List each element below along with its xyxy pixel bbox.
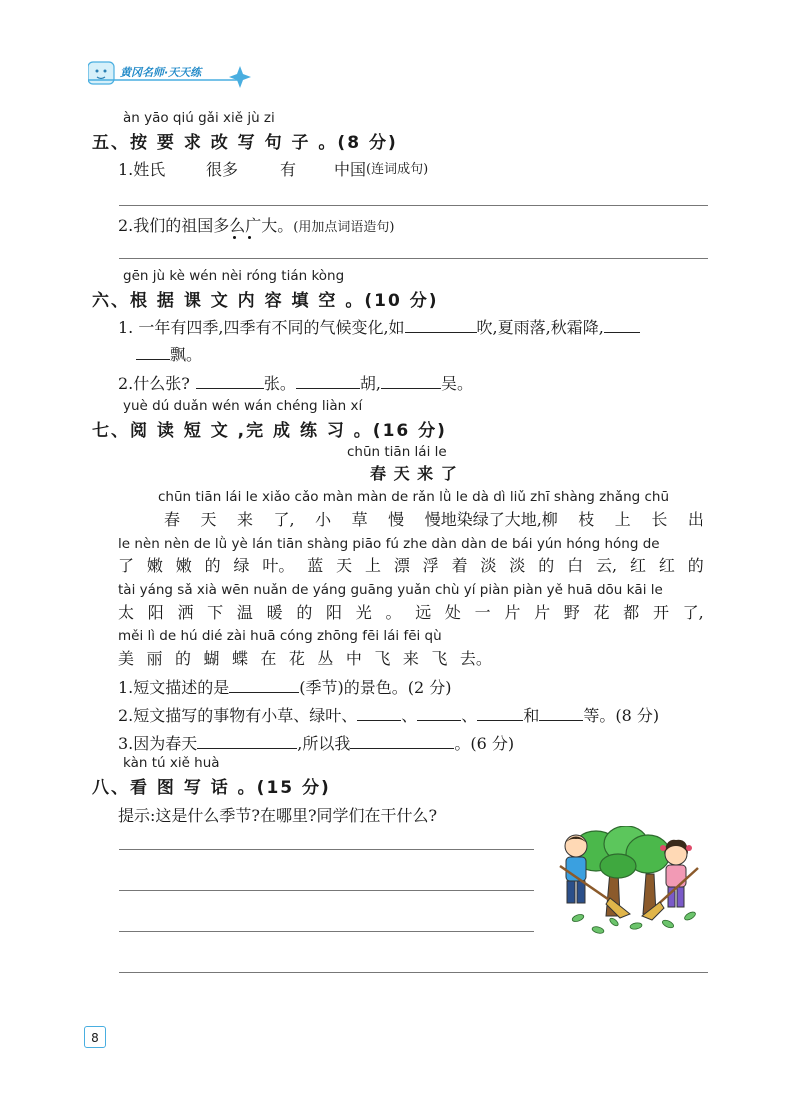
ch: 淡 <box>509 556 526 575</box>
illustration-children-sweeping <box>548 826 708 938</box>
fill-blank[interactable] <box>197 732 297 749</box>
emphasis-dot <box>248 236 251 239</box>
ch: 在 <box>260 649 277 668</box>
fill-blank[interactable] <box>604 316 640 333</box>
ch: 远 <box>415 603 432 622</box>
ch: 蓝 <box>307 556 324 575</box>
ch: 漂 <box>393 556 410 575</box>
ch: 天 <box>200 510 217 529</box>
word-1: 姓氏 <box>133 160 166 179</box>
word-2: 很多 <box>206 160 239 179</box>
ch: 的 <box>204 556 221 575</box>
q2-text: 2.我们的祖国多么广大。 <box>118 216 294 235</box>
ch: 枝 <box>578 510 595 529</box>
ch: 春 <box>164 510 181 529</box>
writing-line[interactable] <box>119 849 534 850</box>
ch: 阳 <box>326 603 343 622</box>
ch: 白 <box>567 556 584 575</box>
q2-text-a: 2.短文描写的事物有小草、绿叶、 <box>118 706 358 725</box>
ch: 下 <box>207 603 224 622</box>
section5-title: 五、按 要 求 改 写 句 子 。(8 分) <box>92 133 398 153</box>
ch: 。 <box>385 603 402 622</box>
ch: 红 <box>629 556 646 575</box>
ch: 红 <box>658 556 675 575</box>
ch: 上 <box>614 510 631 529</box>
ch: 慢地染绿了大地,柳 <box>424 510 558 529</box>
q2-text-b: 张。 <box>263 374 296 393</box>
ch: 长 <box>651 510 668 529</box>
q3-text-c: 。(6 分) <box>454 734 515 753</box>
fill-blank[interactable] <box>381 372 441 389</box>
ch: 小 <box>315 510 332 529</box>
section6-q2 <box>118 371 473 394</box>
fill-blank[interactable] <box>296 372 360 389</box>
ch: 了, <box>682 603 704 622</box>
ch: 都 <box>623 603 640 622</box>
fill-blank[interactable] <box>229 676 299 693</box>
section6-q1-line1 <box>118 315 640 338</box>
ch: 花 <box>593 603 610 622</box>
passage-line-4 <box>118 646 492 669</box>
ch: 片 <box>504 603 521 622</box>
q2-sep: 、 <box>461 706 478 725</box>
writing-line[interactable] <box>119 972 708 973</box>
fill-blank[interactable] <box>136 343 170 360</box>
page-number-box <box>84 1026 106 1048</box>
ch: 出 <box>687 510 704 529</box>
ch: 草 <box>351 510 368 529</box>
ch: 云, <box>596 556 618 575</box>
ch: 叶。 <box>262 556 295 575</box>
answer-line[interactable] <box>119 205 708 206</box>
ch: 丽 <box>146 649 163 668</box>
section8-hint: 提示:这是什么季节?在哪里?同学们在干什么? <box>118 806 438 825</box>
word-4: 中国 <box>334 160 367 179</box>
q3-text-b: ,所以我 <box>297 734 351 753</box>
ch: 的 <box>296 603 313 622</box>
ch: 慢 <box>388 510 405 529</box>
q1-text-a: 1. 一年有四季,四季有不同的气候变化,如 <box>118 318 405 337</box>
ch: 嫩 <box>175 556 192 575</box>
section7-q3 <box>118 731 514 754</box>
writing-line[interactable] <box>119 890 534 891</box>
ch: 蝴 <box>203 649 220 668</box>
ch: 着 <box>451 556 468 575</box>
ch: 了, <box>273 510 295 529</box>
q1-text-c: 飘。 <box>170 345 203 364</box>
ch: 天 <box>336 556 353 575</box>
ch: 一 <box>474 603 491 622</box>
ch: 嫩 <box>146 556 163 575</box>
section7-title: 七、阅 读 短 文 ,完 成 练 习 。(16 分) <box>92 421 447 441</box>
ch: 洒 <box>177 603 194 622</box>
passage-pinyin-3: tài yáng sǎ xià wēn nuǎn de yáng guāng yuǎn chù yí piàn piàn yě huā dōu kāi le <box>118 582 663 598</box>
ch: 花 <box>288 649 305 668</box>
section6-q1-line2 <box>136 342 202 365</box>
ch: 太 <box>118 603 135 622</box>
answer-line[interactable] <box>119 258 708 259</box>
ch: 飞 <box>374 649 391 668</box>
ch: 上 <box>365 556 382 575</box>
star-icon <box>229 66 251 88</box>
ch: 来 <box>402 649 419 668</box>
ch: 的 <box>174 649 191 668</box>
ch: 绿 <box>233 556 250 575</box>
ch: 浮 <box>422 556 439 575</box>
fill-blank[interactable] <box>477 704 523 721</box>
q1-hint: (连词成句) <box>366 162 429 177</box>
logo-text: 黄冈名师·天天练 <box>120 66 202 79</box>
tree-icon <box>572 826 670 916</box>
ch: 去。 <box>459 649 492 668</box>
q2-text-a: 2.什么张? <box>118 374 190 393</box>
page-number: 8 <box>91 1031 99 1045</box>
q1-text-b: (季节)的景色。(2 分) <box>299 678 452 697</box>
q1-text-b: 吹,夏雨落,秋霜降, <box>476 318 604 337</box>
ch: 光 <box>355 603 372 622</box>
ch: 了 <box>118 556 135 575</box>
q2-sep: 、 <box>401 706 418 725</box>
section6-pinyin: gēn jù kè wén nèi róng tián kòng <box>123 268 345 284</box>
fill-blank[interactable] <box>357 704 401 721</box>
passage-line-2 <box>118 553 704 576</box>
q3-text-a: 3.因为春天 <box>118 734 198 753</box>
ch: 丛 <box>317 649 334 668</box>
passage-pinyin-4: měi lì de hú dié zài huā cóng zhōng fēi lái fēi qù <box>118 628 442 644</box>
emphasis-dot <box>233 236 236 239</box>
passage-pinyin-1: chūn tiān lái le xiǎo cǎo màn màn de rǎn lǜ le dà dì liǔ zhī shàng zhǎng chū <box>158 489 670 505</box>
section5-pinyin: àn yāo qiú gǎi xiě jù zi <box>123 110 275 126</box>
passage-line-1 <box>118 507 704 530</box>
ch: 片 <box>534 603 551 622</box>
ch: 美 <box>118 649 135 668</box>
q1-prefix: 1. <box>118 160 134 179</box>
ch: 来 <box>237 510 254 529</box>
q2-hint: (用加点词语造句) <box>293 220 395 235</box>
q2-end: 等。(8 分) <box>583 706 660 725</box>
q2-and: 和 <box>523 706 540 725</box>
q1-text-a: 1.短文描述的是 <box>118 678 230 697</box>
section8-title: 八、看 图 写 话 。(15 分) <box>92 778 331 798</box>
section8-pinyin: kàn tú xiě huà <box>123 755 220 771</box>
ch: 中 <box>345 649 362 668</box>
passage-title-pinyin: chūn tiān lái le <box>347 444 447 460</box>
ch: 温 <box>236 603 253 622</box>
passage-line-3 <box>118 600 704 623</box>
passage-title: 春 天 来 了 <box>370 464 458 483</box>
ch: 淡 <box>480 556 497 575</box>
ch: 阳 <box>147 603 164 622</box>
section7-pinyin: yuè dú duǎn wén wán chéng liàn xí <box>123 398 363 414</box>
writing-line[interactable] <box>119 931 534 932</box>
fill-blank[interactable] <box>196 372 264 389</box>
section6-title: 六、根 据 课 文 内 容 填 空 。(10 分) <box>92 291 439 311</box>
passage-pinyin-2: le nèn nèn de lǜ yè lán tiān shàng piāo fú zhe dàn dàn de bái yún hóng hóng de <box>118 536 660 552</box>
ch: 开 <box>652 603 669 622</box>
fill-blank[interactable] <box>405 316 477 333</box>
ch: 野 <box>563 603 580 622</box>
fill-blank[interactable] <box>539 704 583 721</box>
ch: 的 <box>538 556 555 575</box>
fill-blank[interactable] <box>417 704 461 721</box>
section5-q2 <box>118 213 394 236</box>
ch: 飞 <box>431 649 448 668</box>
q2-text-d: 吴。 <box>440 374 473 393</box>
ch: 暖 <box>266 603 283 622</box>
q2-text-c: 胡, <box>359 374 381 393</box>
leaves-icon <box>571 910 696 934</box>
section5-q1 <box>118 157 429 180</box>
ch: 蝶 <box>231 649 248 668</box>
section7-q1 <box>118 675 452 698</box>
ch: 的 <box>687 556 704 575</box>
fill-blank[interactable] <box>350 732 454 749</box>
header-logo <box>88 58 258 88</box>
section7-q2 <box>118 703 659 726</box>
word-3: 有 <box>280 160 297 179</box>
ch: 处 <box>444 603 461 622</box>
